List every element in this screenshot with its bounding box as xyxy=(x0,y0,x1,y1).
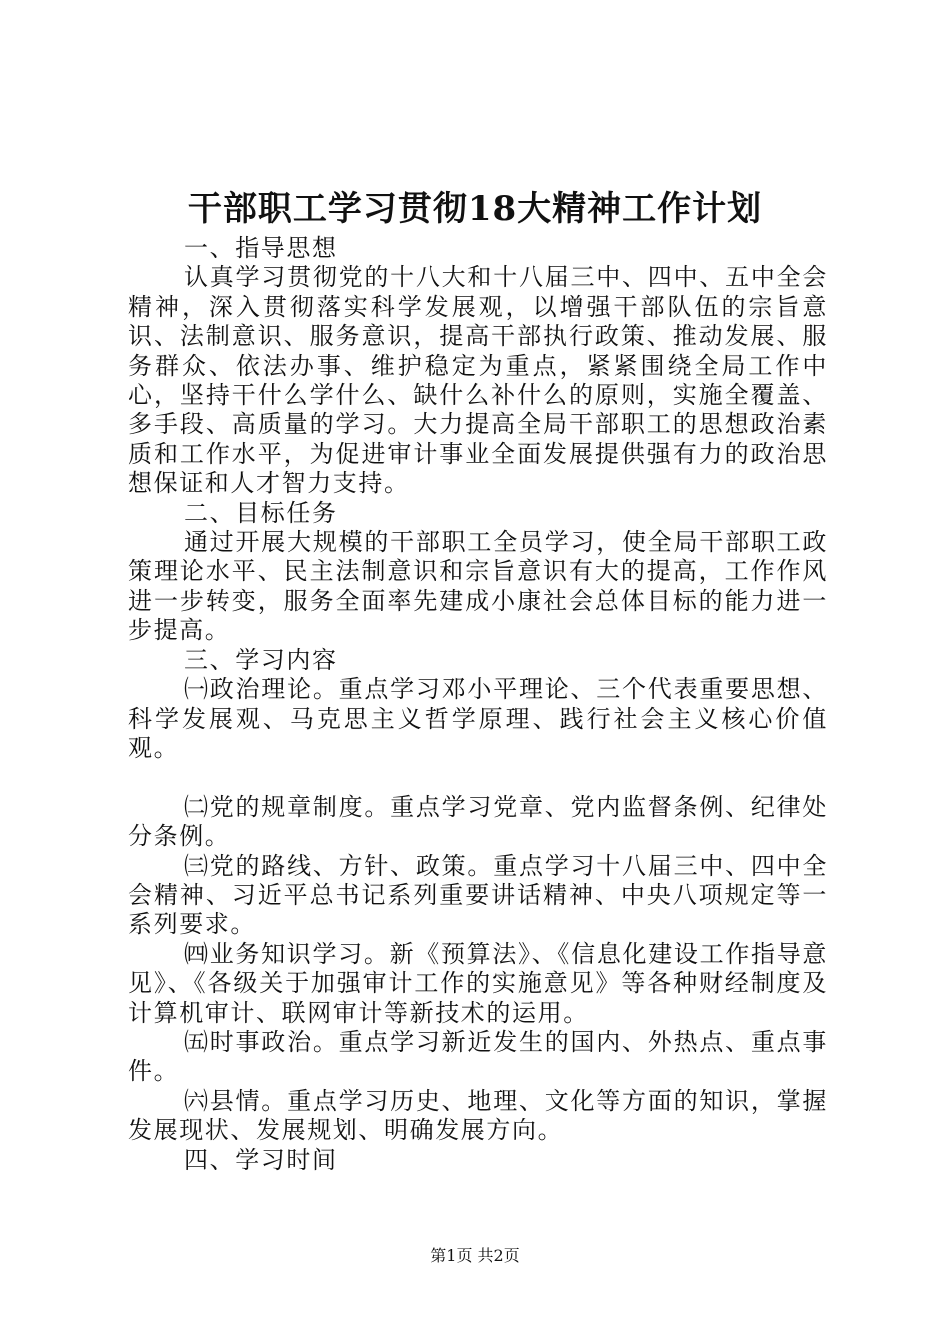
list-item: ㈢党的路线、方针、政策。重点学习十八届三中、四中全会精神、习近平总书记系列重要讲话精神、中央八项规定等一系列要求。 xyxy=(128,851,828,939)
section-heading: 四、学习时间 xyxy=(184,1145,338,1174)
document-title: 干部职工学习贯彻18大精神工作计划 xyxy=(187,189,763,229)
document-body xyxy=(128,234,828,1175)
list-item: ㈤时事政治。重点学习新近发生的国内、外热点、重点事件。 xyxy=(128,1027,828,1086)
list-item: ㈥县情。重点学习历史、地理、文化等方面的知识，掌握发展现状、发展规划、明确发展方向。 xyxy=(128,1086,828,1145)
body-paragraph: 通过开展大规模的干部职工全员学习，使全局干部职工政策理论水平、民主法制意识和宗旨意识有大的提高，工作作风进一步转变，服务全面率先建成小康社会总体目标的能力进一步提高。 xyxy=(128,528,828,645)
body-paragraph: 认真学习贯彻党的十八大和十八届三中、四中、五中全会精神，深入贯彻落实科学发展观，以增强干部队伍的宗旨意识、法制意识、服务意识，提高干部执行政策、推动发展、服务群众、依法办事、维护稳定为重点，紧紧围绕全局工作中心，坚持干什么学什么、缺什么补什么的原则，实施全覆盖、多手段、高质量的学习。大力提高全局干部职工的思想政治素质和工作水平，为促进审计事业全面发展提供强有力的政治思想保证和人才智力支持。 xyxy=(128,263,828,498)
section-heading: 二、目标任务 xyxy=(184,498,338,527)
list-item: ㈣业务知识学习。新《预算法》、《信息化建设工作指导意见》、《各级关于加强审计工作的实施意见》等各种财经制度及计算机审计、联网审计等新技术的运用。 xyxy=(128,939,828,1027)
list-item: ㈠政治理论。重点学习邓小平理论、三个代表重要思想、科学发展观、马克思主义哲学原理、践行社会主义核心价值观。 xyxy=(128,675,828,762)
section-heading: 一、指导思想 xyxy=(184,234,338,262)
list-item: ㈡党的规章制度。重点学习党章、党内监督条例、纪律处分条例。 xyxy=(128,792,828,851)
section-heading: 三、学习内容 xyxy=(184,645,338,674)
page-number: 第1页 共2页 xyxy=(430,1246,520,1265)
